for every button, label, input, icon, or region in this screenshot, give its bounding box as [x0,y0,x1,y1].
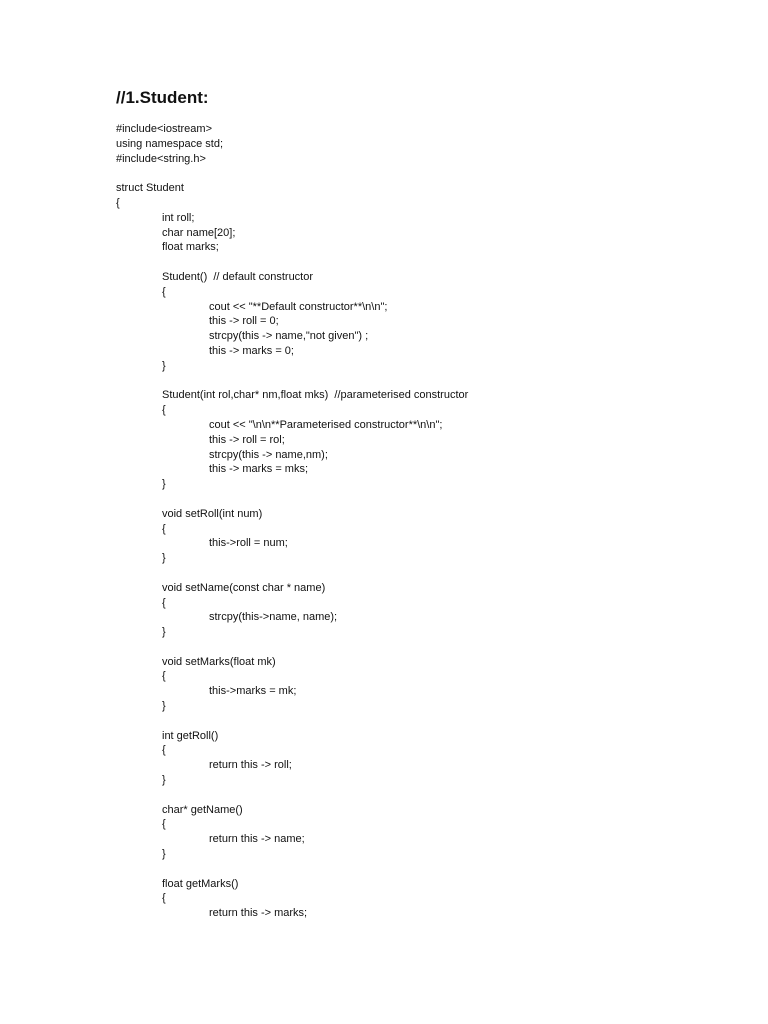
blank-line [116,255,468,270]
code-line: strcpy(this->name, name); [209,611,338,624]
blank-line [116,862,468,877]
code-line: struct Student [116,182,184,195]
code-line: this -> marks = mks; [209,463,309,476]
code-line: { [162,892,166,905]
code-line: { [162,596,166,609]
code-line: return this -> name; [209,833,305,846]
code-line: { [162,285,166,298]
page-title: //1.Student: [116,88,209,107]
code-line: this -> roll = 0; [209,315,279,328]
code-listing [116,122,468,921]
code-line: } [162,700,166,713]
code-line: this->marks = mk; [209,685,297,698]
code-line: void setRoll(int num) [162,507,263,520]
code-line: } [162,478,166,491]
code-line: #include<iostream> [116,123,213,135]
blank-line [116,374,468,389]
blank-line [116,492,468,507]
code-line: } [162,626,166,639]
code-line: void setName(const char * name) [162,581,326,594]
code-line: this -> roll = rol; [209,433,285,446]
code-line: { [116,196,120,209]
code-line: float marks; [162,241,219,254]
code-line: { [162,818,166,831]
code-line: Student() // default constructor [162,270,314,283]
code-line: { [162,670,166,683]
code-line: this->roll = num; [209,537,288,550]
code-line: int roll; [162,211,195,224]
blank-line [116,166,468,181]
code-line: } [162,848,166,861]
code-line: strcpy(this -> name,nm); [209,448,328,461]
code-line: return this -> roll; [209,759,292,772]
code-line: char* getName() [162,803,243,816]
blank-line [116,714,468,729]
code-line: { [162,404,166,417]
code-line: cout << "**Default constructor**\n\n"; [209,300,388,313]
code-line: #include<string.h> [116,152,206,165]
code-line: } [162,359,166,372]
blank-line [116,566,468,581]
code-line: Student(int rol,char* nm,float mks) //parameterised constructor [162,389,469,402]
code-line: char name[20]; [162,226,236,239]
code-line: using namespace std; [116,137,224,150]
code-line: { [162,744,166,757]
code-line: void setMarks(float mk) [162,655,276,668]
blank-line [116,788,468,803]
code-line: } [162,774,166,787]
code-line: cout << "\n\n**Parameterised constructor**\n\n"; [209,418,443,431]
blank-line [116,640,468,655]
code-line: return this -> marks; [209,907,308,920]
code-line: strcpy(this -> name,"not given") ; [209,330,369,343]
code-line: this -> marks = 0; [209,344,294,357]
code-line: } [162,552,166,565]
code-line: float getMarks() [162,877,239,890]
code-line: int getRoll() [162,729,219,742]
code-line: { [162,522,166,535]
